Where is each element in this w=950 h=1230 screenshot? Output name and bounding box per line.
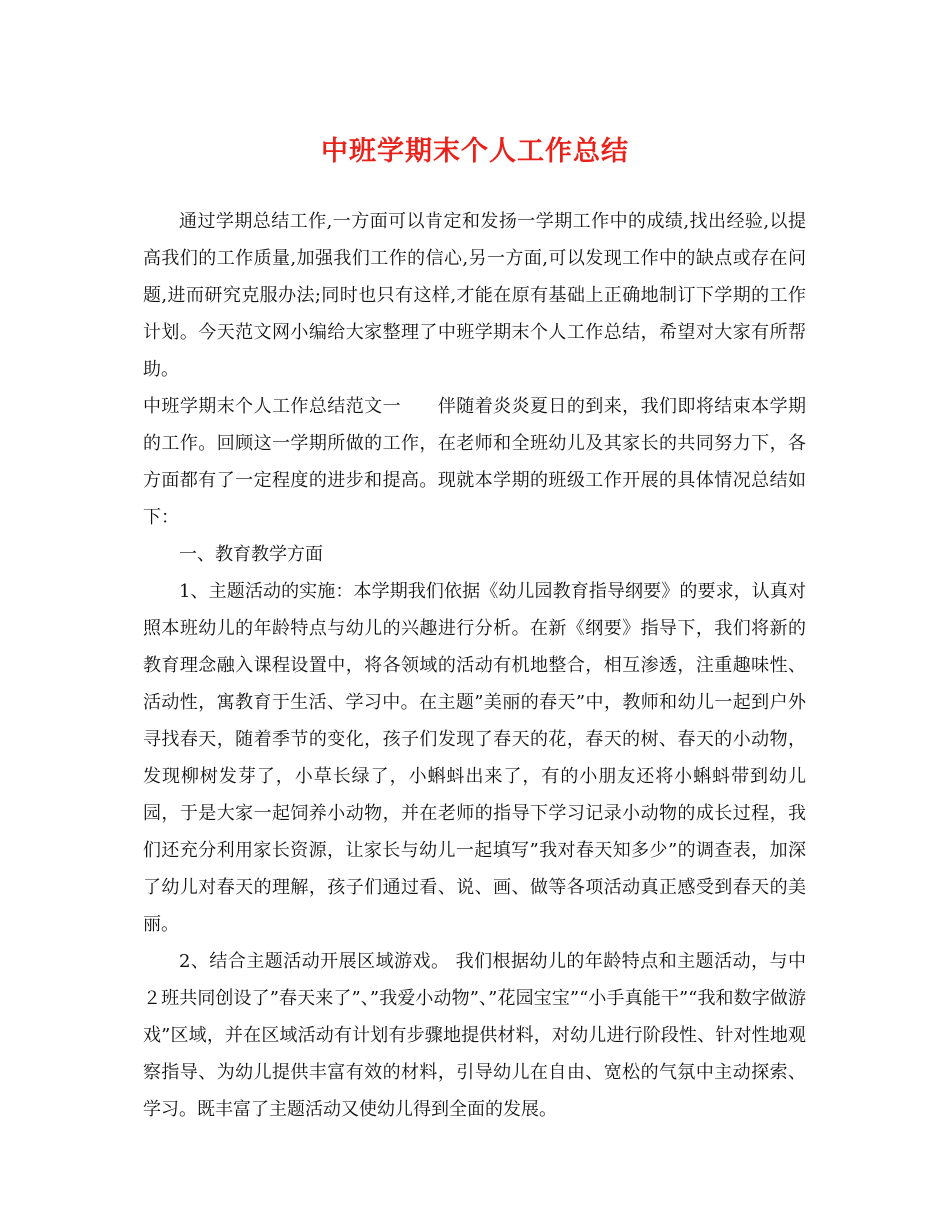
paragraph-area-games: 2、结合主题活动开展区域游戏。 我们根据幼儿的年龄特点和主题活动，与中２班共同创设了”春天来了”、”我爱小动物”、”花园宝宝”“小手真能干”“我和数字做游戏”区域，并在区域活动有计划有步骤地提供材料，对幼儿进行阶段性、针对性地观察指导、为幼儿提供丰富有效的材料，引导幼儿在自由、宽松的气氛中主动探索、学习。既丰富了主题活动又使幼儿得到全面的发展。 bbox=[143, 951, 806, 1120]
document-title: 中班学期末个人工作总结 bbox=[321, 136, 629, 167]
paragraph-theme-activities: 1、主题活动的实施：本学期我们依据《幼儿园教育指导纲要》的要求，认真对照本班幼儿的年龄特点与幼儿的兴趣进行分析。在新《纲要》指导下，我们将新的教育理念融入课程设置中，将各领域的活动有机地整合，相互渗透，注重趣味性、活动性，寓教育于生活、学习中。在主题”美丽的春天”中，教师和幼儿一起到户外寻找春天，随着季节的变化，孩子们发现了春天的花，春天的树、春天的小动物，发现柳树发芽了，小草长绿了，小蝌蚪出来了，有的小朋友还将小蝌蚪带到幼儿园，于是大家一起饲养小动物，并在老师的指导下学习记录小动物的成长过程，我们还充分利用家长资源，让家长与幼儿一起填写”我对春天知多少”的调查表，加深了幼儿对春天的理解，孩子们通过看、说、画、做等各项活动真正感受到春天的美丽。 bbox=[143, 581, 806, 935]
paragraph-sample-one: 中班学期末个人工作总结范文一 伴随着炎炎夏日的到来，我们即将结束本学期的工作。回顾这一学期所做的工作，在老师和全班幼儿及其家长的共同努力下，各方面都有了一定程度的进步和提高。现就本学期的班级工作开展的具体情况总结如下： bbox=[143, 396, 806, 528]
document-body bbox=[143, 203, 806, 1128]
paragraph-intro: 通过学期总结工作,一方面可以肯定和发扬一学期工作中的成绩,找出经验,以提高我们的工作质量,加强我们工作的信心,另一方面,可以发现工作中的缺点或存在问题,进而研究克服办法;同时也只有这样,才能在原有基础上正确地制订下学期的工作计划。今天范文网小编给大家整理了中班学期末个人工作总结，希望对大家有所帮助。 bbox=[143, 211, 806, 380]
section-heading-education: 一、教育教学方面 bbox=[179, 544, 323, 565]
